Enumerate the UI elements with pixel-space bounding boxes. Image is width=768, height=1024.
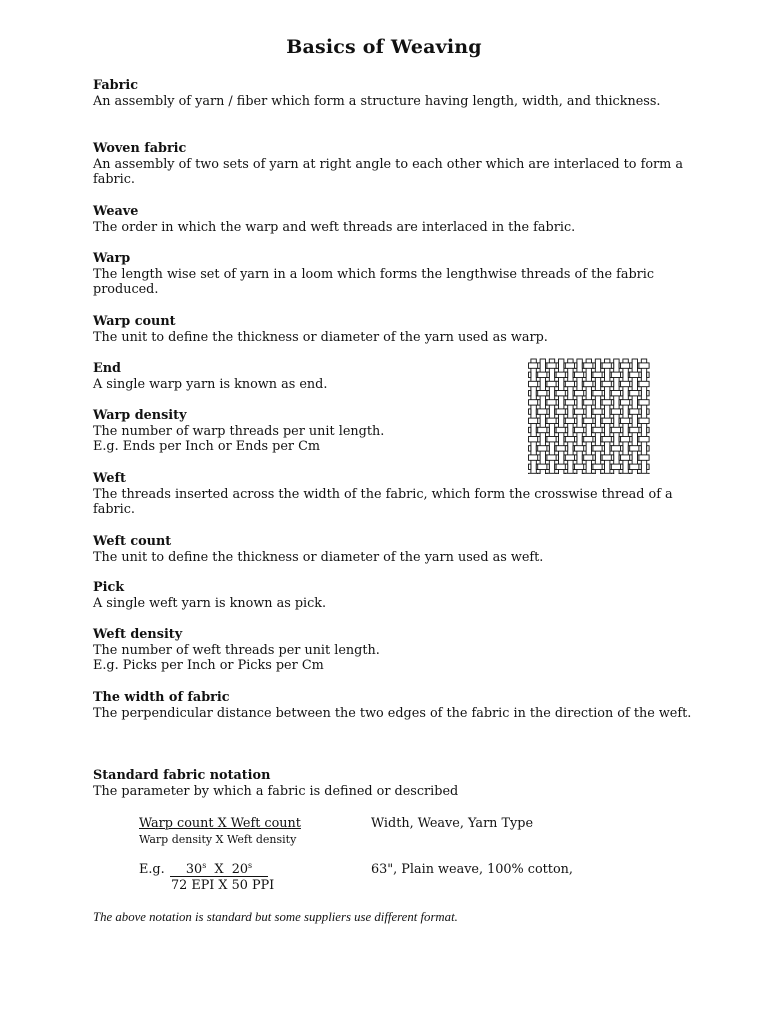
- page-title: Basics of Weaving: [286, 36, 482, 58]
- term: End: [93, 361, 122, 376]
- description: The number of warp threads per unit length.: [93, 423, 385, 439]
- term: Warp density: [93, 408, 187, 423]
- definition-end: [93, 361, 513, 392]
- description: The number of weft threads per unit length.: [93, 642, 380, 658]
- footnote: The above notation is standard but some suppliers use different format.: [93, 910, 458, 924]
- definition-warp-count: [93, 314, 693, 345]
- plain-weave-diagram: [526, 358, 660, 474]
- term: Weft: [93, 471, 126, 486]
- notation-right: Width, Weave, Yarn Type: [371, 816, 534, 831]
- description: The unit to define the thickness or diameter of the yarn used as weft.: [93, 549, 544, 565]
- example-weft-sup: s: [248, 861, 253, 870]
- definition-weft-count: [93, 534, 693, 565]
- example-weft-count: 20: [231, 862, 248, 877]
- definition-warp-density: [93, 408, 513, 455]
- definition-pick: [93, 580, 693, 611]
- definition-warp: [93, 251, 693, 298]
- definition-width-of-fabric: [93, 690, 693, 721]
- notation-numerator: [139, 816, 301, 831]
- description: The parameter by which a fabric is defined or described: [93, 783, 459, 799]
- term: Warp count: [93, 314, 176, 329]
- definition-weft-density: [93, 627, 693, 674]
- description: An assembly of yarn / fiber which form a structure having length, width, and thickness.: [93, 93, 661, 109]
- definition-weave: [93, 204, 693, 235]
- description: A single warp yarn is known as end.: [93, 376, 328, 392]
- example: E.g. Ends per Inch or Ends per Cm: [93, 439, 321, 455]
- definition-weft: [93, 471, 693, 518]
- description: The perpendicular distance between the two edges of the fabric in the direction of the weft.: [93, 705, 692, 721]
- example-right: 63", Plain weave, 100% cotton,: [371, 862, 573, 877]
- term: Woven fabric: [93, 141, 187, 156]
- description: An assembly of two sets of yarn at right angle to each other which are interlaced to form a fabric.: [93, 156, 683, 188]
- term: Weft count: [93, 534, 172, 549]
- description: The length wise set of yarn in a loom which forms the lengthwise threads of the fabric produced.: [93, 266, 655, 298]
- description: The order in which the warp and weft threads are interlaced in the fabric.: [93, 219, 576, 235]
- example-numerator: [170, 862, 268, 877]
- example: E.g. Picks per Inch or Picks per Cm: [93, 658, 324, 674]
- example-denominator: 72 EPI X 50 PPI: [171, 878, 275, 893]
- description: The threads inserted across the width of the fabric, which form the crosswise thread of a fabric.: [93, 486, 673, 518]
- example-label: E.g.: [139, 862, 165, 877]
- example-x: X: [214, 862, 224, 877]
- term: The width of fabric: [93, 690, 230, 705]
- term: Weave: [93, 204, 139, 219]
- definition-fabric: [93, 78, 693, 109]
- notation-denominator: Warp density X Weft density: [139, 833, 297, 846]
- description: The unit to define the thickness or diameter of the yarn used as warp.: [93, 329, 548, 345]
- term: Pick: [93, 580, 125, 595]
- description: A single weft yarn is known as pick.: [93, 595, 327, 611]
- term: Weft density: [93, 627, 183, 642]
- term: Warp: [93, 251, 131, 266]
- numerator-text: Warp count X Weft count: [139, 816, 301, 831]
- definition-standard-fabric-notation: [93, 768, 693, 799]
- term: Standard fabric notation: [93, 768, 271, 783]
- example-warp-sup: s: [202, 861, 207, 870]
- definition-woven-fabric: [93, 141, 693, 188]
- term: Fabric: [93, 78, 139, 93]
- example-warp-count: 30: [185, 862, 203, 877]
